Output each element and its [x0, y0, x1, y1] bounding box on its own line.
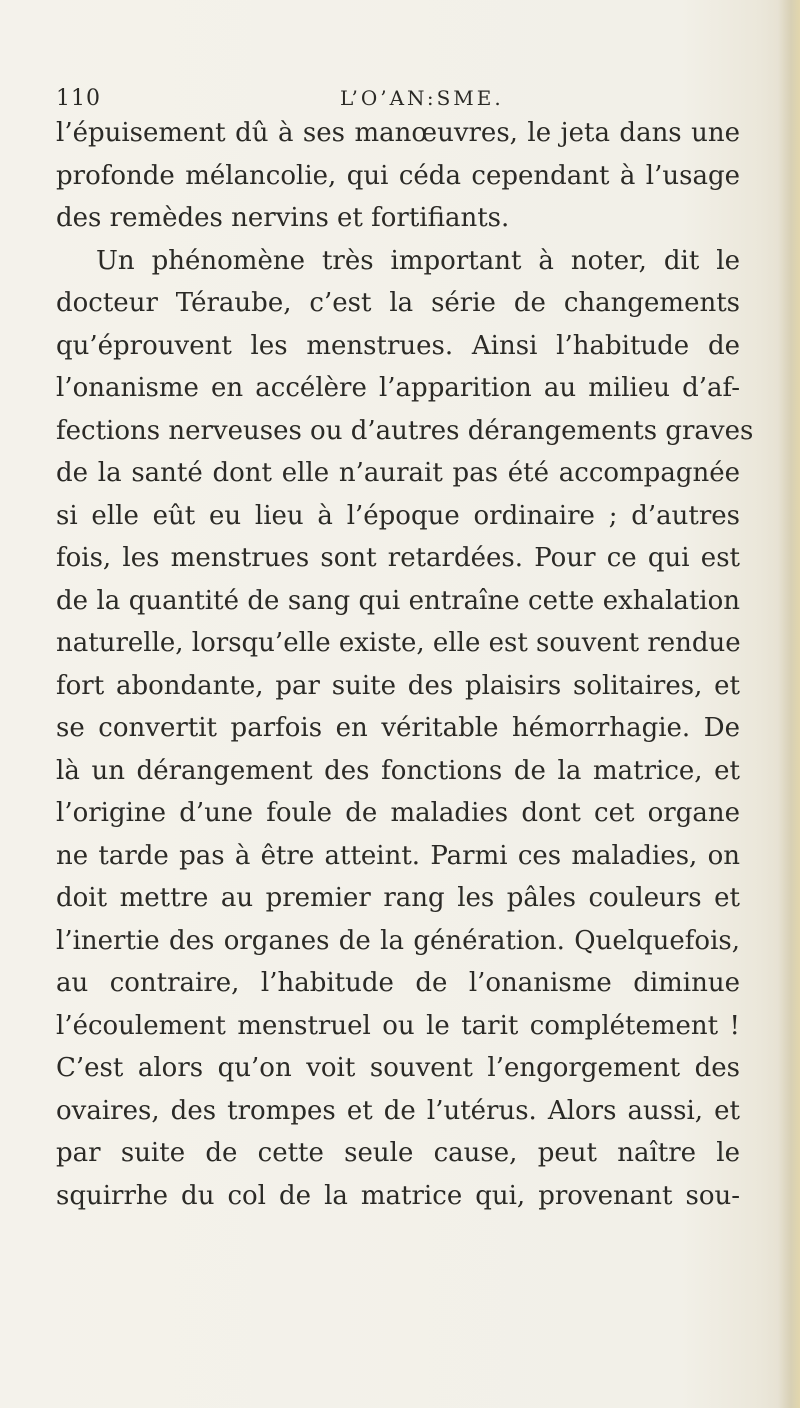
text-line: l’origine d’une foule de maladies dont cet organe — [56, 798, 740, 828]
text-line: doit mettre au premier rang les pâles couleurs et — [56, 883, 740, 913]
page-number: 110 — [56, 86, 101, 111]
text-line: l’écoulement menstruel ou le tarit complétement ! — [56, 1010, 740, 1041]
text-line: ovaires, des trompes et de l’utérus. Alors aussi, et — [56, 1095, 740, 1126]
running-title: L’O’AN:SME. — [340, 86, 504, 110]
text-line: si elle eût eu lieu à l’époque ordinaire ; d’autres — [56, 500, 740, 531]
text-line: fois, les menstrues sont retardées. Pour ce qui est — [56, 543, 740, 573]
text-line: se convertit parfois en véritable hémorrhagie. De — [56, 713, 740, 743]
text-line: ne tarde pas à être atteint. Parmi ces maladies, on — [56, 840, 740, 871]
text-line: qu’éprouvent les menstrues. Ainsi l’habitude de — [56, 330, 740, 361]
text-line: C’est alors qu’on voit souvent l’engorgement des — [56, 1053, 740, 1083]
body-text — [56, 112, 754, 1217]
text-line: là un dérangement des fonctions de la matrice, et — [56, 755, 740, 786]
text-line: fections nerveuses ou d’autres dérangements graves — [56, 415, 754, 446]
text-line: squirrhe du col de la matrice qui, provenant sou- — [56, 1180, 740, 1211]
text-line: profonde mélancolie, qui céda cependant à l’usage — [56, 160, 740, 191]
page-edge-shadow — [778, 0, 800, 1408]
text-line: l’inertie des organes de la génération. Quelquefois, — [56, 925, 740, 956]
text-line: l’onanisme en accélère l’apparition au milieu d’af- — [56, 373, 740, 403]
text-line: l’épuisement dû à ses manœuvres, le jeta dans une — [56, 118, 740, 148]
text-line: des remèdes nervins et fortifiants. — [56, 203, 510, 233]
text-line: fort abondante, par suite des plaisirs solitaires, et — [56, 670, 740, 701]
text-line: naturelle, lorsqu’elle existe, elle est souvent rendue — [56, 628, 741, 658]
text-line: de la santé dont elle n’aurait pas été accompagnée — [56, 458, 740, 488]
text-line: docteur Téraube, c’est la série de changements — [56, 288, 740, 318]
text-line: de la quantité de sang qui entraîne cette exhalation — [56, 585, 740, 616]
text-line: Un phénomène très important à noter, dit le — [96, 245, 740, 276]
text-line: au contraire, l’habitude de l’onanisme diminue — [56, 968, 740, 998]
text-line: par suite de cette seule cause, peut naître le — [56, 1138, 740, 1168]
